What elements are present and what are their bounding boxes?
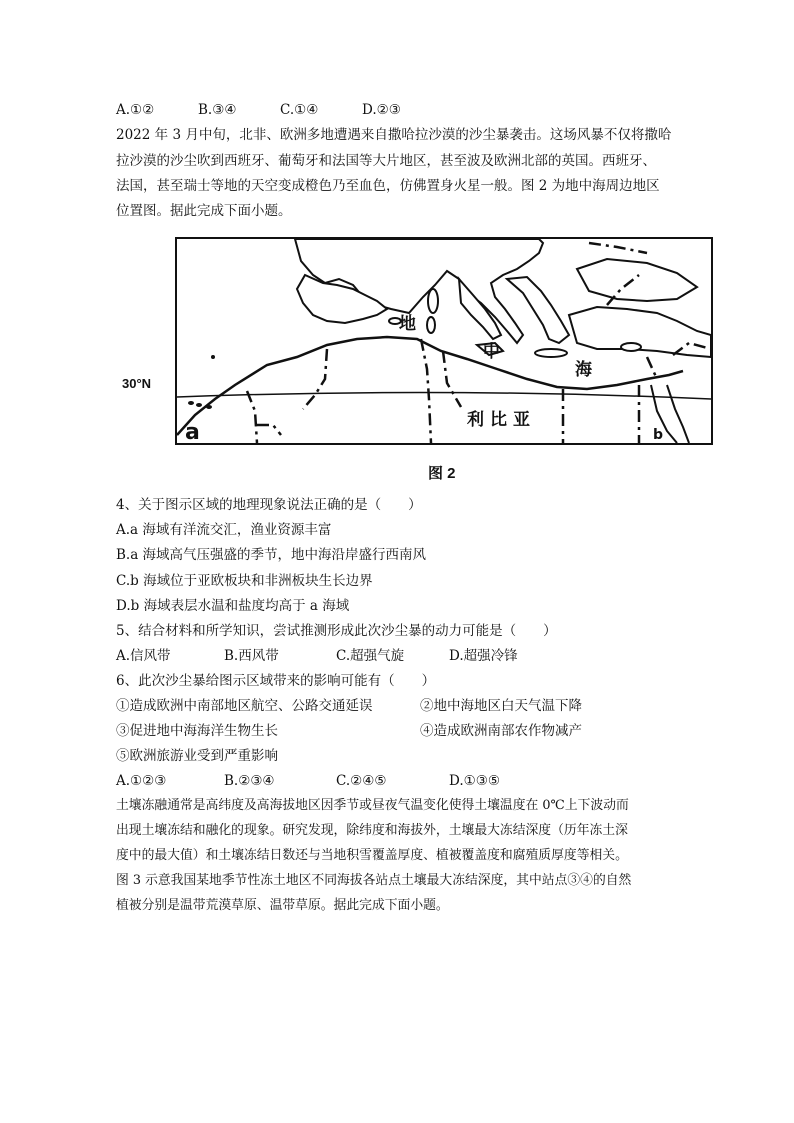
- q6-option-a[interactable]: A.①②③: [116, 773, 167, 789]
- passage2-line: 土壤冻融通常是高纬度及高海拔地区因季节或昼夜气温变化使得土壤温度在 0℃上下波动而: [116, 798, 629, 813]
- passage2-line: 图 3 示意我国某地季节性冻土地区不同海拔各站点土壤最大冻结深度，其中站点③④的自然: [116, 873, 632, 888]
- q6-stem: 6、此次沙尘暴给图示区域带来的影响可能有（ ）: [116, 673, 436, 689]
- island: [196, 403, 202, 407]
- passage1-line: 法国，甚至瑞士等地的天空变成橙色乃至血色，仿佛置身火星一般。图 2 为地中海周边地区: [116, 178, 660, 194]
- q4-option-a[interactable]: A.a 海域有洋流交汇，渔业资源丰富: [116, 522, 332, 538]
- map-label-a: a: [185, 420, 200, 443]
- q3-option-a: A.①②: [116, 102, 155, 118]
- island: [188, 401, 194, 405]
- q5-option-d[interactable]: D.超强冷锋: [449, 648, 518, 664]
- island: [428, 289, 438, 313]
- q3-option-d: D.②③: [362, 102, 401, 118]
- q5-option-b[interactable]: B.西风带: [224, 648, 279, 664]
- q3-option-c: C.①④: [280, 102, 319, 118]
- border-line: [303, 349, 327, 409]
- border-line: [421, 339, 431, 443]
- passage1-line: 2022 年 3 月中旬，北非、欧洲多地遭遇来自撒哈拉沙漠的沙尘暴袭击。这场风暴不仅将撒哈: [116, 127, 672, 143]
- island: [427, 317, 435, 333]
- island: [211, 355, 215, 359]
- border-line: [647, 357, 657, 379]
- q3-options: [116, 101, 401, 119]
- q6-item-5: ⑤欧洲旅游业受到严重影响: [116, 748, 278, 764]
- map-label-hai: 海: [575, 360, 592, 380]
- map-label-di: 地: [399, 314, 416, 334]
- q4-stem: 4、关于图示区域的地理现象说法正确的是（ ）: [116, 497, 422, 513]
- border-line: [443, 351, 461, 407]
- passage2-line: 植被分别是温带荒漠草原、温带草原。据此完成下面小题。: [116, 898, 449, 913]
- island: [206, 405, 212, 409]
- q6-option-b[interactable]: B.②③④: [224, 773, 275, 789]
- q6-option-c[interactable]: C.②④⑤: [336, 773, 387, 789]
- q5-option-a[interactable]: A.信风带: [116, 648, 171, 664]
- q3-option-b: B.③④: [198, 102, 237, 118]
- border-line: [247, 391, 257, 443]
- q5-options: [116, 647, 518, 665]
- q6-item-1: ①造成欧洲中南部地区航空、公路交通延误: [116, 698, 373, 714]
- q6-item-3: ③促进地中海海洋生物生长: [116, 723, 278, 739]
- q4-option-d[interactable]: D.b 海域表层水温和盐度均高于 a 海域: [116, 598, 350, 614]
- map-label-zhong: 中: [483, 342, 500, 362]
- q4-option-c[interactable]: C.b 海域位于亚欧板块和非洲板块生长边界: [116, 573, 373, 589]
- island: [621, 343, 641, 351]
- island: [535, 349, 567, 357]
- passage1-line: 拉沙漠的沙尘吹到西班牙、葡萄牙和法国等大片地区，甚至波及欧洲北部的英国。西班牙、: [116, 153, 656, 169]
- mediterranean-map: [175, 237, 713, 445]
- q6-item-2: ②地中海地区白天气温下降: [420, 698, 582, 714]
- map-label-b: b: [653, 427, 664, 443]
- map-label-libya: 利比亚: [467, 410, 536, 430]
- passage1-line: 位置图。据此完成下面小题。: [116, 203, 292, 219]
- passage2-line: 度中的最大值）和土壤冻结日数还与当地积雪覆盖厚度、植被覆盖度和腐殖质厚度等相关。: [116, 848, 628, 863]
- q4-option-b[interactable]: B.a 海域高气压强盛的季节，地中海沿岸盛行西南风: [116, 547, 427, 563]
- q6-option-d[interactable]: D.①③⑤: [449, 773, 500, 789]
- q5-option-c[interactable]: C.超强气旋: [336, 648, 405, 664]
- q6-item-4: ④造成欧洲南部农作物减产: [420, 723, 582, 739]
- latitude-line-30n: [177, 392, 711, 399]
- figure-caption: 图 2: [428, 465, 456, 482]
- black-sea: [577, 259, 697, 301]
- border-line: [589, 243, 647, 253]
- q6-options: [116, 772, 500, 790]
- map-drawing: [177, 239, 711, 443]
- border-line: [257, 425, 281, 435]
- latitude-label: 30°N: [122, 376, 152, 391]
- q5-stem: 5、结合材料和所学知识，尝试推测形成此次沙尘暴的动力可能是（ ）: [116, 623, 557, 639]
- passage2-line: 出现土壤冻结和融化的现象。研究发现，除纬度和海拔外，土壤最大冻结深度（历年冻土深: [116, 823, 628, 838]
